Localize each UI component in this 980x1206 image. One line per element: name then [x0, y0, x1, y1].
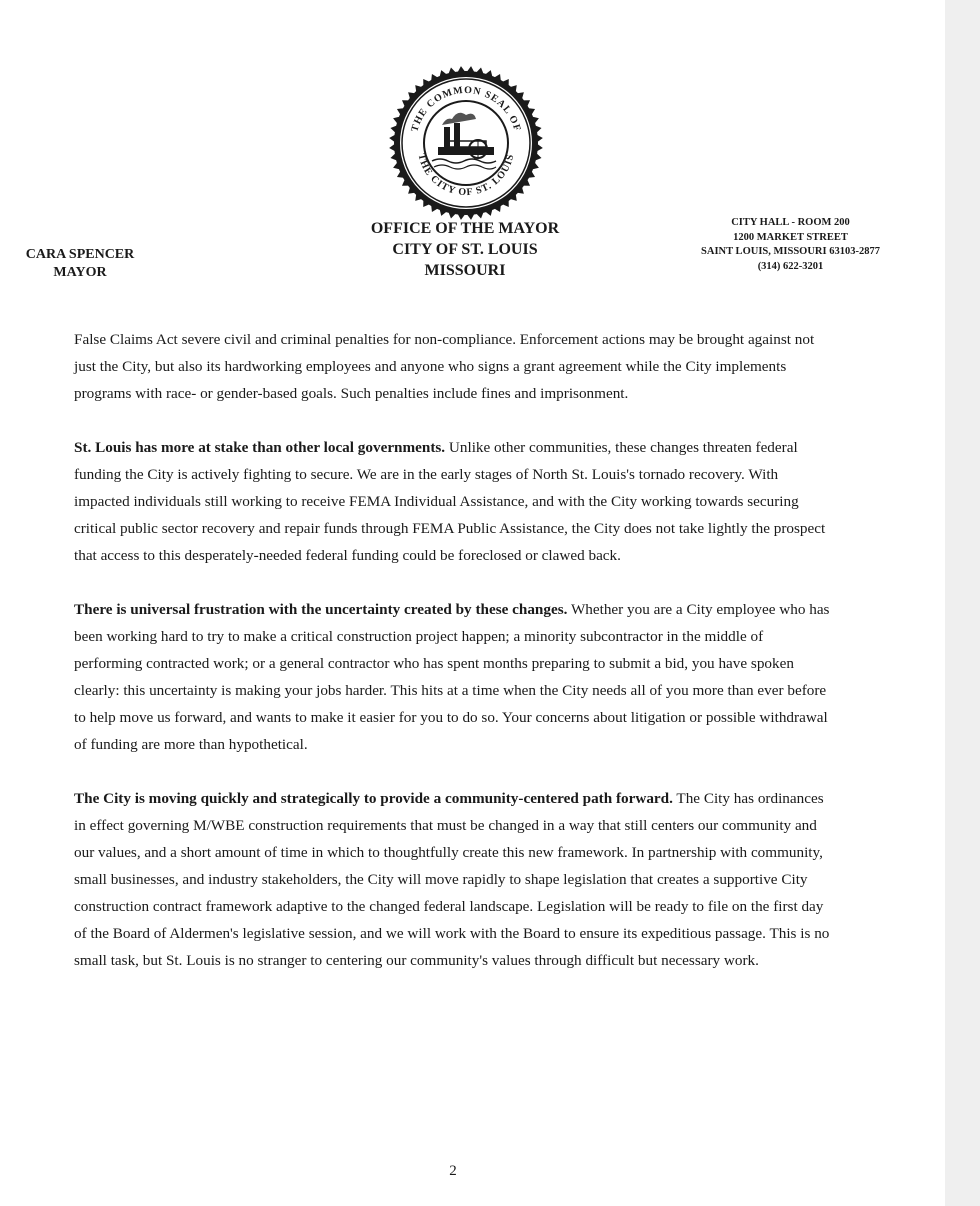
letter-body: [74, 326, 834, 1001]
address-phone: (314) 622-3201: [757, 260, 824, 272]
paragraph-lead: St. Louis has more at stake than other local governments.: [74, 439, 446, 456]
address-line-2: 1200 MARKET STREET: [733, 231, 848, 243]
office-city: CITY OF ST. LOUIS: [392, 241, 538, 258]
office-header: [330, 218, 600, 281]
paragraph-lead: The City is moving quickly and strategically to provide a community-centered path forward.: [74, 790, 673, 807]
svg-text:THE COMMON SEAL OF: THE COMMON SEAL OF: [409, 84, 523, 134]
page-number: 2: [449, 1163, 457, 1179]
address-line-3: SAINT LOUIS, MISSOURI 63103-2877: [701, 246, 880, 257]
office-state: MISSOURI: [424, 262, 506, 279]
paragraph-lead: There is universal frustration with the uncertainty created by these changes.: [74, 601, 568, 618]
mayor-block: [0, 246, 160, 282]
paragraph: [74, 434, 834, 569]
paragraph: [74, 326, 834, 407]
svg-text:THE CITY OF ST. LOUIS: THE CITY OF ST. LOUIS: [415, 152, 517, 199]
paragraph-text: Unlike other communities, these changes threaten federal funding the City is actively fighting to secure. We are in the early stages of North St. Louis's tornado recovery. With impacted individuals still working to receive FEMA Individual Assistance, and with the City working towards securing critical public sector recovery and repair funds through FEMA Public Assistance, the City does not take lightly the prospect that access to this desperately-needed federal funding could be foreclosed or clawed back.: [74, 439, 826, 564]
paragraph: [74, 596, 834, 758]
address-block: [668, 216, 913, 274]
paragraph-text: Whether you are a City employee who has been working hard to try to make a critical construction project happen; a minority subcontractor in the middle of performing contracted work; or a general contractor who has spent months preparing to submit a bid, you have spoken clearly: this uncertainty is making your jobs harder. This hits at a time when the City needs all of you more than ever before to help move us forward, and wants to make it easier for you to do so. Your concerns about litigation or possible withdrawal of funding are more than hypothetical.: [74, 601, 830, 753]
paragraph: [74, 785, 834, 974]
city-seal-icon: [388, 65, 544, 221]
paragraph-text: The City has ordinances in effect governing M/WBE construction requirements that must be changed in a way that still centers our community and our values, and a short amount of time in which to thoughtfully create this new framework. In partnership with community, small businesses, and industry stakeholders, the City will move rapidly to shape legislation that creates a supportive City construction contract framework adaptive to the changed federal landscape. Legislation will be ready to file on the first day of the Board of Aldermen's legislative session, and we will work with the Board to ensure its expeditious passage. This is no small task, but St. Louis is no stranger to centering our community's values through difficult but necessary work.: [74, 790, 830, 969]
paragraph-text: False Claims Act severe civil and criminal penalties for non-compliance. Enforcement actions may be brought against not just the City, but also its hardworking employees and anyone who signs a grant agreement while the City implements programs with race- or gender-based goals. Such penalties include fines and imprisonment.: [74, 331, 815, 402]
mayor-name: CARA SPENCER: [25, 247, 135, 262]
mayor-title: MAYOR: [53, 265, 107, 280]
address-line-1: CITY HALL - ROOM 200: [731, 217, 850, 228]
office-title: OFFICE OF THE MAYOR: [370, 220, 560, 237]
